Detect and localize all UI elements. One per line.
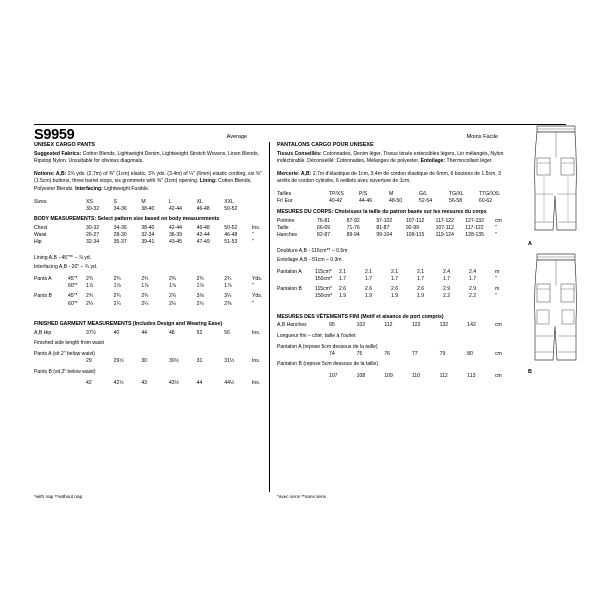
table-row [277,191,509,198]
size-range: 40-42 [329,198,343,205]
size-header: L [168,198,172,205]
table-row [277,329,509,340]
row-label: Pantalon A [277,268,302,275]
size-header: M [389,191,394,198]
table-row: Pantalon A 115cm* 2.1 2.1 2.1 2.1 2.4 2.4 m [277,268,500,275]
size-range: 48-50 [389,198,403,205]
size-range: 56-58 [449,198,463,205]
lining-label: Lining: [199,178,217,185]
row-label: Pantalon B (repose 5cm dessous de la taille) [277,361,379,368]
french-title: PANTALONS CARGO POUR UNISEXE [277,142,374,148]
body-measurements-heading: BODY MEASUREMENTS: Select pattern size based on body measurements [34,216,220,223]
lining-text: Cotton Blends, Polyester Blends. [34,178,252,192]
mesures-vetements-fini-heading: MESURES DES VÊTEMENTS FINI (Motif et aisance de port compris) [277,313,444,320]
size-header: P/S [359,191,368,198]
table-row: A,B Hip 37½ 40 44 48 52 56 Ins. [34,329,261,336]
entoilage-line: Entoilage A,B - 51cm – 0.3m [277,256,342,263]
size-range: 30-32 [86,205,100,212]
size-header: XL [196,198,203,205]
size-range: 50-52 [224,205,238,212]
pattern-number: S9959 [34,127,75,143]
tissus-conseilles [277,151,509,166]
row-label: Hip [34,239,42,246]
english-body-measurements-table [34,224,266,246]
fabric-width: 115cm* [315,268,332,275]
table-row: 74 75 76 77 79 80 cm [329,350,502,357]
english-title: UNISEX CARGO PANTS [34,142,95,148]
interfacing-yardage-line: Interfacing A,B - 20" – ¾ yd. [34,264,98,271]
size-range: 60-62 [479,198,493,205]
illustration-a [526,118,586,247]
illustration-b [526,246,586,375]
row-label: Pantalon A (repose 5cm dessous de la taille) [277,343,378,350]
size-range: 44-46 [359,198,373,205]
mercerie-text: 2.7m d'élastique de 1cm, 3.4m de cordon élastique de 6mm, 6 boutons de 1.5cm, 3 arrêts de cordon cylindre, 6 oeillets avec ouverture de 1cm. [277,170,501,185]
row-label: Waist [34,232,47,239]
interfacing-label: Interfacing: [75,185,103,192]
table-row: Pantalon B 115cm* 2.6 2.6 2.6 2.6 2.9 2.9 m [277,285,500,292]
table-row: Hip 32-34 35-37 39-41 43-45 47-49 51-53 " [34,239,254,246]
size-range: 38-40 [141,205,155,212]
size-header: TTG/XXL [479,191,501,198]
fabrics-label-fr: Tissus Conseillés: [277,151,322,157]
row-label: Hanches [277,231,298,238]
table-row: Poitrine 76-81 87-92 97-102 107-112 117-122 127-132 cm [277,217,502,224]
table-row [34,336,266,347]
fabric-width: 45"* [68,275,78,282]
fabric-width: 60"* [68,283,78,290]
sizes-label: Sizes [34,198,47,205]
notions-text: 2¾ yds. (2.7m) of ⅜" (1cm) elastic, 3¾ yds. (3.4m) of ¼" (6mm) elastic cording, six ⅝" (1.5cm) buttons, three barrel stops, six grommets with ⅜" (1cm) opening. [34,170,262,185]
footnote-english: *with nap **without nap [34,494,83,499]
suggested-fabrics-text: Cotton Blends, Lightweight Denim, Lightweight Stretch Wovens, Linen Blends, Ripstop Nylon. Unsuitable for obvious diagonals. [34,151,260,165]
table-row: Pants A 45"* 2¾ 2¾ 2¾ 2¾ 2¾ 2¾ Yds. [34,275,263,282]
row-label: Pantalon B [277,285,302,292]
size-row2-label-fr: Fr/ Eur [277,198,293,205]
size-header: XS [86,198,93,205]
french-fabric-yardage-table [277,268,509,300]
table-row: Taille 66-69 71-76 81-87 92-99 107-112 117-122 " [277,224,497,231]
interfacing-text: Lightweight Fusible. [104,185,150,192]
table-row [277,198,509,205]
row-label: A,B Hip [34,329,52,336]
difficulty-english: Average [226,134,248,140]
size-range: 34-36 [113,205,127,212]
fabric-width: 150cm* [315,293,333,300]
column-divider [269,142,270,492]
size-range: 52-54 [419,198,433,205]
illustration-a-label: A [528,241,532,247]
fabric-width: 45"* [68,293,78,300]
lining-yardage-line: Lining A,B - 45"** – ⅞ yd. [34,254,92,261]
table-row: Pants B 45"* 2¾ 2¾ 2¾ 2¾ 3⅛ 3¼ Yds. [34,293,263,300]
english-column [34,142,266,387]
difficulty-french: Moins Facile [466,134,498,140]
french-finished-measurements-table [277,322,509,380]
doublure-line: Doublure A,B - 115cm** – 0.5m [277,247,348,254]
table-row [277,340,509,351]
french-sizes-table [277,191,509,205]
row-label: Longueur fini – côté, taille à l'ourlet [277,332,356,339]
mercerie [277,171,509,186]
footnote-french: *avec sens **sans sens [277,494,326,499]
fabric-width: 115cm* [315,285,332,292]
table-row: 150cm* 1.7 1.7 1.7 1.7 1.7 1.7 " [315,275,497,282]
size-header: TG/XL [449,191,464,198]
size-range: 46-48 [196,205,210,212]
row-label: Finished side length from waist [34,340,104,347]
row-label: Pants B [34,293,52,300]
size-header: TP/XS [329,191,344,198]
mesures-du-corps-heading: MESURES DU CORPS: Choisissez la taille du patron basée sur les mesures du corps [277,209,487,215]
notions [34,171,266,193]
row-label: Taille [277,224,289,231]
row-label: Pants A (sit 2" below waist) [34,350,95,357]
fabric-width: 60"* [68,300,78,307]
french-body-measurements-table [277,217,509,239]
sizes-label-fr: Tailles [277,191,292,198]
row-label: Pants A [34,275,52,282]
cargo-pants-view-b [526,246,586,366]
table-row: 60"* 1⅞ 1⅞ 1⅞ 1⅞ 1⅞ 1⅞ " [68,283,254,290]
table-row: A,B Hanches 95 102 112 122 132 142 cm [277,322,502,329]
table-row: 107 108 109 110 112 113 cm [329,372,502,379]
table-row: Chest 30-32 34-36 38-40 42-44 46-48 50-52 Ins. [34,225,261,231]
suggested-fabrics [34,151,266,166]
table-row [34,347,266,358]
mercerie-label: Mercerie: A,B: [277,170,312,177]
table-row [34,365,266,376]
table-row [34,198,266,205]
english-fabric-yardage-table [34,275,266,307]
size-header: G/L [419,191,428,198]
illustration-b-label: B [528,369,532,375]
size-header: M [141,198,146,205]
size-header: XXL [224,198,234,205]
table-row: 60"* 2¼ 2¼ 2¼ 2¼ 2¼ 2⅜ " [68,300,254,307]
table-row: 29 29½ 30 30½ 31 31½ Ins. [86,358,261,365]
size-header: S [113,198,118,205]
row-label: Poitrine [277,217,295,224]
row-label: A,B Hanches [277,322,307,329]
suggested-fabrics-label: Suggested Fabrics: [34,151,82,157]
french-column [277,142,509,379]
entoilage-text-fr: Thermocollant léger. [446,158,493,165]
table-row: Hanches 82-87 89-94 99-104 109-115 119-124 128-135 " [277,231,497,238]
row-label: Chest [34,225,48,231]
row-label: Pants B (sit 2" below waist) [34,368,96,375]
finished-measurements-heading: FINISHED GARMENT MEASUREMENTS (Includes Design and Wearing Ease) [34,321,223,328]
table-row [277,357,509,368]
fabrics-text-fr: Cotonnades, Denim léger, Tissus tissés extensibles légers, Lin mélangés, Nylon indéchirable. Déconseillé: Cotonnades, Mélanges de polyester. [277,151,504,165]
english-finished-measurements-table [34,329,266,387]
notions-label: Notions: A,B: [34,170,67,177]
header [34,124,566,143]
entoilage-label-fr: Entoilage: [420,158,446,165]
table-row: 150cm* 1.9 1.9 1.9 1.9 2.2 2.2 " [315,293,497,300]
table-row [34,205,266,212]
english-sizes-table [34,198,266,212]
size-range: 42-44 [168,205,182,212]
table-row: 42 42½ 43 43½ 44 44½ Ins. [86,380,261,387]
fabric-width: 150cm* [315,275,333,282]
table-row: Waist 26-27 28-30 32-34 36-39 42-44 46-48 " [34,232,254,239]
cargo-pants-view-a [526,118,586,238]
